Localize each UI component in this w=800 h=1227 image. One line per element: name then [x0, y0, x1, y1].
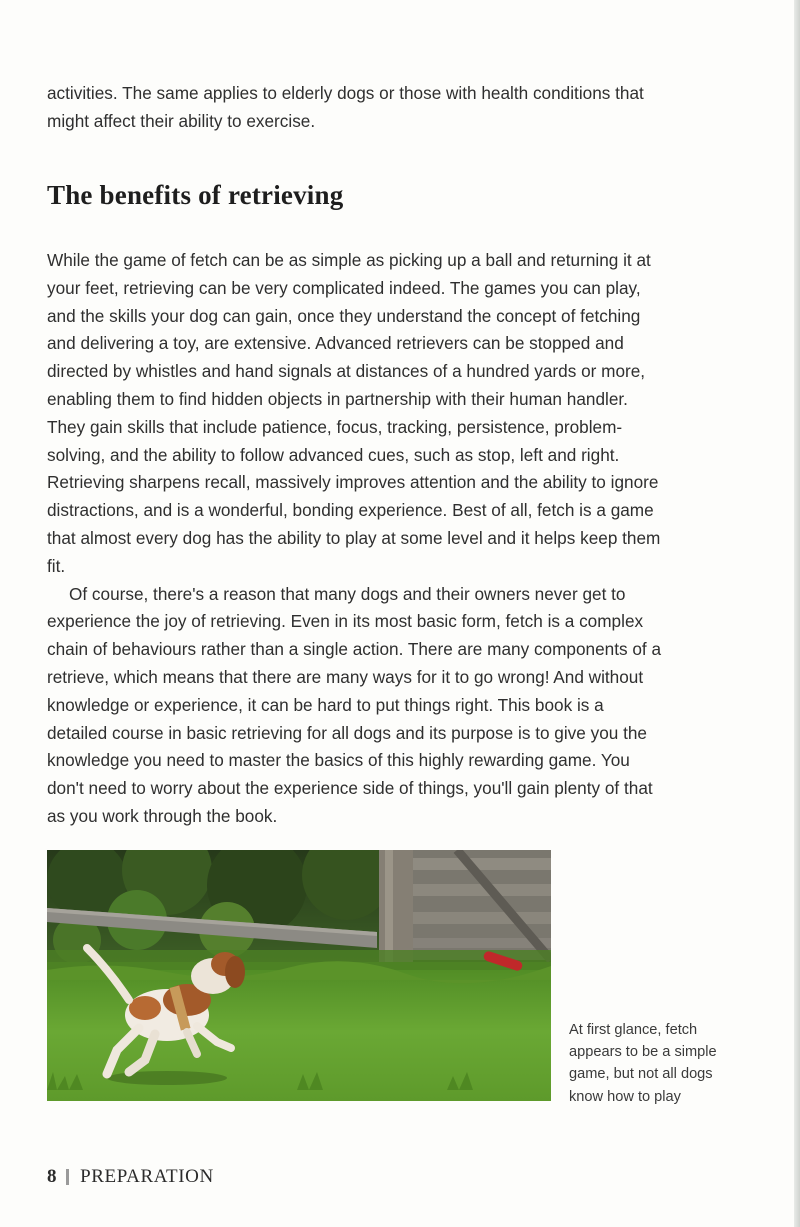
main-text: [47, 247, 665, 831]
section-heading: The benefits of retrieving: [47, 180, 344, 210]
page-number: 8: [47, 1166, 58, 1187]
photo-caption: At first glance, fetch appears to be a simple game, but not all dogs know how to play: [569, 1022, 717, 1105]
page-edge: [794, 0, 800, 1227]
dog-running-photo: [47, 850, 551, 1101]
paragraph-2: Of course, there's a reason that many dogs and their owners never get to experience the joy of retrieving. Even in its most basic form, fetch is a complex chain of behaviours rather than a single action. There are many components of a retrieve, which means that there are many ways for it to go wrong! And without knowledge or experience, it can be hard to put things right. This book is a detailed course in basic retrieving for all dogs and its purpose is to give you the knowledge you need to master the basics of this highly rewarding game. You don't need to worry about the experience side of things, you'll gain plenty of that as you work through the book.: [47, 583, 662, 826]
intro-paragraph: activities. The same applies to elderly dogs or those with health conditions that might affect their ability to exercise.: [47, 83, 644, 131]
footer-divider: [66, 1169, 69, 1185]
section-label: PREPARATION: [80, 1166, 214, 1187]
page-footer: [47, 1166, 214, 1188]
paragraph-1: While the game of fetch can be as simple as picking up a ball and returning it at your feet, retrieving can be very complicated indeed. The games you can play, and the skills your dog can gain, once they understand the concept of fetching and delivering a toy, are extensive. Advanced retrievers can be stopped and directed by whistles and hand signals at distances of a hundred yards or more, enabling them to find hidden objects in partnership with their human handler. They gain skills that include patience, focus, tracking, persistence, problem-solving, and the ability to follow advanced cues, such as stop, left and right. Retrieving sharpens recall, massively improves attention and the ability to ignore distractions, and is a wonderful, bonding experience. Best of all, fetch is a game that almost every dog has the ability to play at some level and it helps keep them fit.: [47, 250, 661, 576]
